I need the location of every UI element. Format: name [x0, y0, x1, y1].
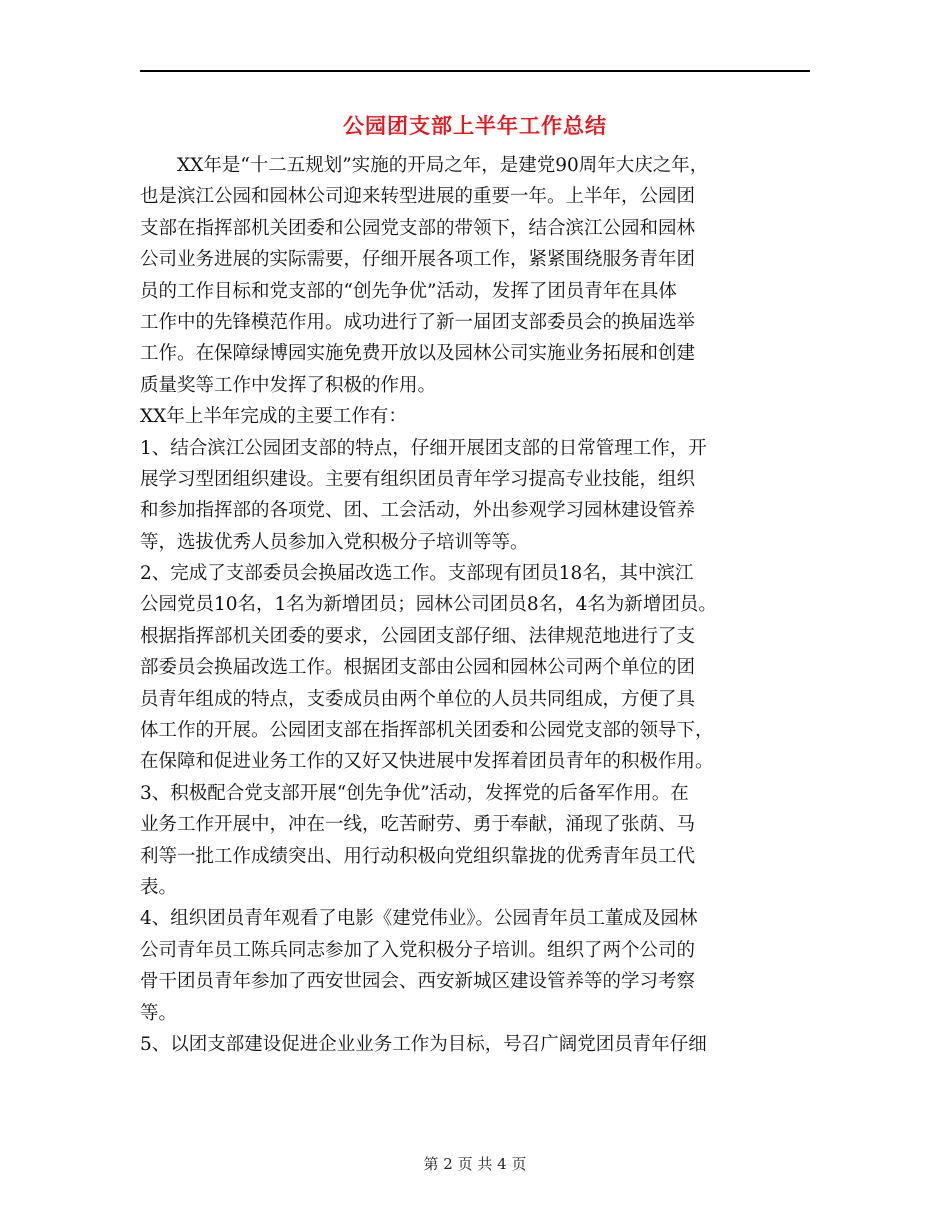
body-text-line: 工作。在保障绿博园实施免费开放以及园林公司实施业务拓展和创建: [140, 343, 696, 365]
body-text-line: 根据指挥部机关团委的要求，公园团支部仔细、法律规范地进行了支: [140, 625, 696, 647]
body-text-line: 也是滨江公园和园林公司迎来转型进展的重要一年。上半年，公园团: [140, 186, 696, 208]
body-text-line: 在保障和促进业务工作的又好又快进展中发挥着团员青年的积极作用。: [140, 751, 714, 773]
body-text-line: 支部在指挥部机关团委和公园党支部的带领下，结合滨江公园和园林: [140, 217, 696, 239]
body-text-line: 利等一批工作成绩突出、用行动积极向党组织靠拢的优秀青年员工代: [140, 845, 696, 867]
body-text-line: 工作中的先锋模范作用。成功进行了新一届团支部委员会的换届选举: [140, 311, 696, 333]
body-text-line: 1、结合滨江公园团支部的特点，仔细开展团支部的日常管理工作，开: [140, 437, 707, 459]
body-text-line: XX年上半年完成的主要工作有：: [140, 406, 407, 428]
body-text-line: 体工作的开展。公园团支部在指挥部机关团委和公园党支部的领导下，: [140, 720, 714, 742]
body-text-line: XX年是“十二五规划”实施的开局之年，是建党90周年大庆之年，: [140, 155, 709, 176]
body-text-line: 3、积极配合党支部开展“创先争优”活动，发挥党的后备军作用。在: [140, 782, 689, 804]
body-text-line: 4、组织团员青年观看了电影《建党伟业》。公园青年员工董成及园林: [140, 908, 698, 930]
body-text-line: 和参加指挥部的各项党、团、工会活动，外出参观学习园林建设管养: [140, 500, 696, 522]
body-text-line: 等。: [140, 1002, 178, 1024]
body-text-line: 骨干团员青年参加了西安世园会、西安新城区建设管养等的学习考察: [140, 971, 696, 993]
body-text-line: 员青年组成的特点，支委成员由两个单位的人员共同组成，方便了具: [140, 688, 696, 710]
body-text-line: 业务工作开展中，冲在一线，吃苦耐劳、勇于奉献，涌现了张荫、马: [140, 814, 696, 836]
body-text-line: 员的工作目标和党支部的“创先争优”活动，发挥了团员青年在具体: [140, 280, 677, 302]
body-text-line: 展学习型团组织建设。主要有组织团员青年学习提高专业技能，组织: [140, 468, 696, 490]
body-text-line: 部委员会换届改选工作。根据团支部由公园和园林公司两个单位的团: [140, 657, 696, 679]
body-text-line: 公司青年员工陈兵同志参加了入党积极分子培训。组织了两个公司的: [140, 939, 696, 961]
body-text-line: 5、以团支部建设促进企业业务工作为目标，号召广阔党团员青年仔细: [140, 1033, 707, 1055]
body-text-line: 表。: [140, 876, 178, 898]
document-title: 公园团支部上半年工作总结: [343, 113, 607, 138]
page-number: 第 2 页 共 4 页: [423, 1155, 527, 1173]
body-text-line: 质量奖等工作中发挥了积极的作用。: [140, 374, 437, 396]
body-text-line: 2、完成了支部委员会换届改选工作。支部现有团员18名，其中滨江: [140, 563, 694, 585]
body-text-line: 公司业务进展的实际需要，仔细开展各项工作，紧紧围绕服务青年团: [140, 249, 696, 271]
header-rule: [140, 70, 810, 72]
document-body: [140, 150, 815, 1060]
body-text-line: 公园党员10名，1名为新增团员；园林公司团员8名，4名为新增团员。: [140, 594, 717, 616]
body-text-line: 等，选拔优秀人员参加入党积极分子培训等等。: [140, 531, 529, 553]
